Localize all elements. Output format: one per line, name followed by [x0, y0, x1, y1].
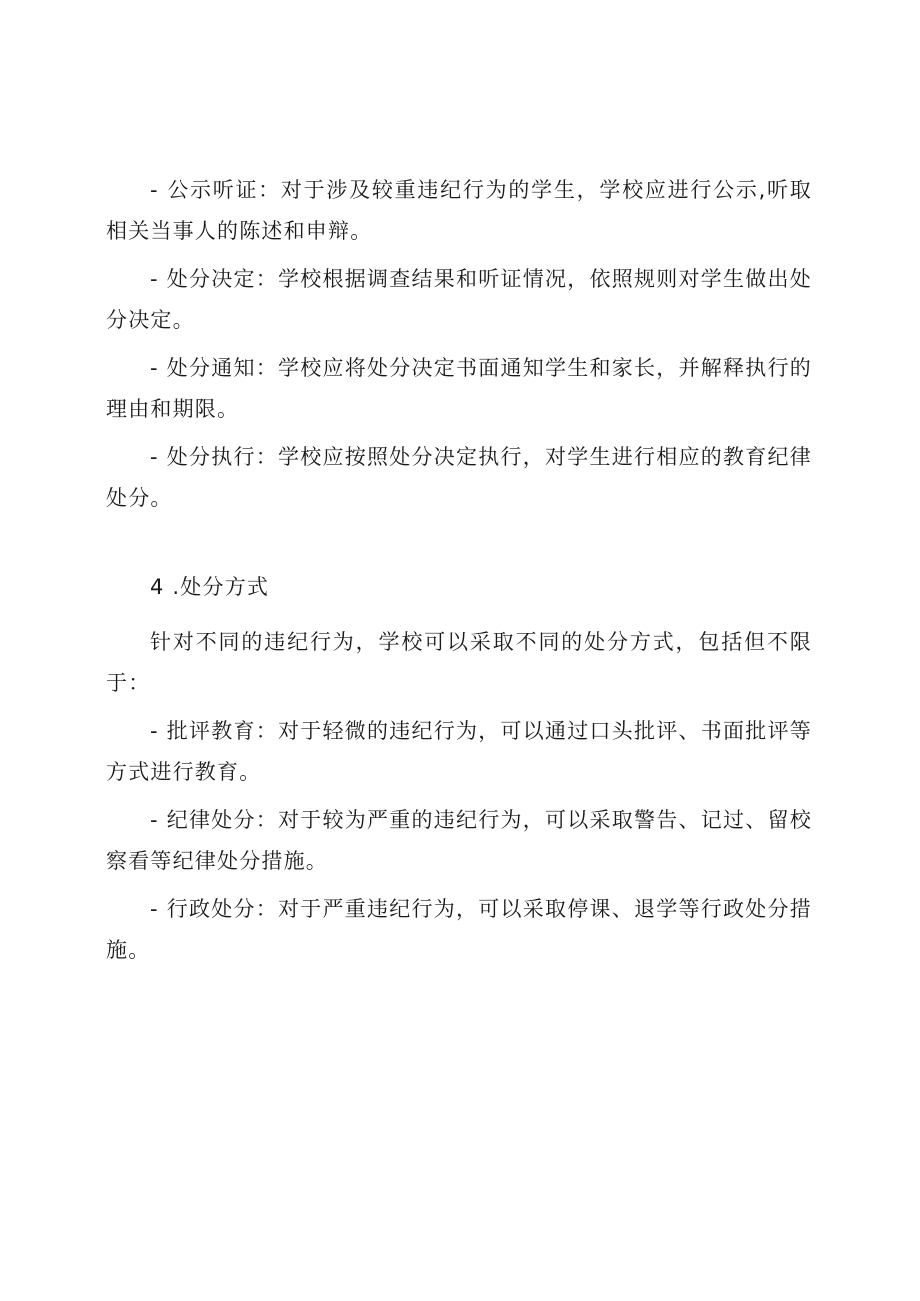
section-heading: 4 .处分方式	[150, 575, 270, 599]
paragraph-penalty-execution: - 处分执行：学校应按照处分决定执行，对学生进行相应的教育纪律处分。	[106, 445, 812, 510]
paragraph-penalty-notice: - 处分通知：学校应将处分决定书面通知学生和家长，并解释执行的理由和期限。	[106, 356, 812, 421]
paragraph-disciplinary-penalty: - 纪律处分：对于较为严重的违纪行为，可以采取警告、记过、留校察看等纪律处分措施。	[106, 808, 812, 873]
paragraph-criticism-education: - 批评教育：对于轻微的违纪行为，可以通过口头批评、书面批评等方式进行教育。	[106, 719, 812, 784]
paragraph-public-hearing: - 公示听证：对于涉及较重违纪行为的学生，学校应进行公示,听取相关当事人的陈述和申辩。	[106, 178, 812, 243]
paragraph-administrative-penalty: - 行政处分：对于严重违纪行为，可以采取停课、退学等行政处分措施。	[106, 897, 812, 962]
document-body	[106, 170, 812, 971]
paragraph-penalty-decision: - 处分决定：学校根据调查结果和听证情况，依照规则对学生做出处分决定。	[106, 267, 812, 332]
paragraph-intro: 针对不同的违纪行为，学校可以采取不同的处分方式，包括但不限于：	[106, 630, 812, 695]
